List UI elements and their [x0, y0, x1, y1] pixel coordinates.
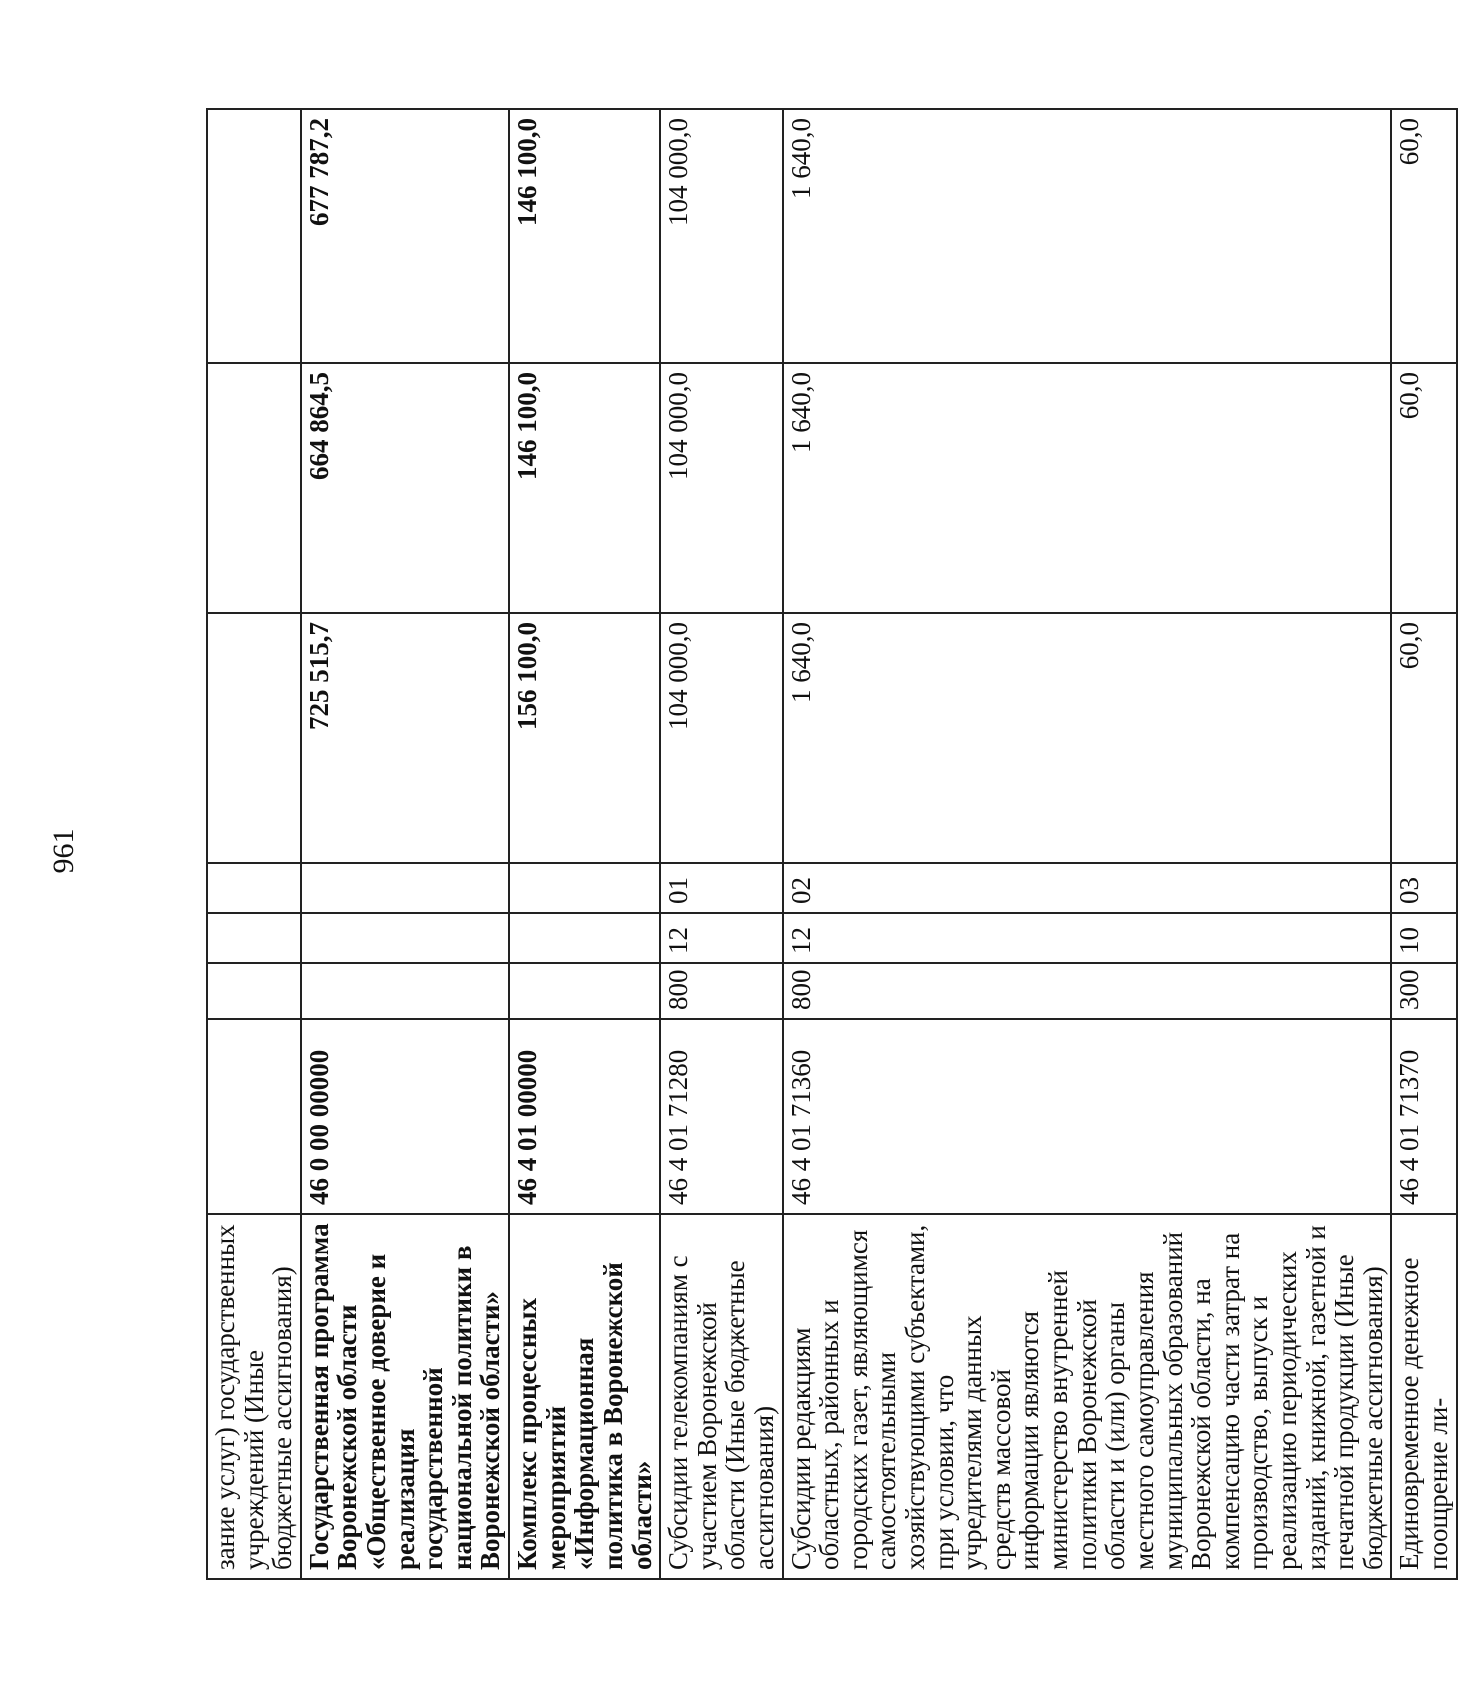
- subsection-code: [301, 863, 509, 913]
- target-article-code: 46 4 01 71370: [1391, 1019, 1456, 1214]
- budget-table: [206, 108, 1458, 1580]
- expense-type-code: 300: [1391, 963, 1456, 1019]
- page-number: 961: [47, 828, 80, 874]
- amount-year-1: 104 000,0: [660, 613, 782, 863]
- amount-year-1: 156 100,0: [509, 613, 660, 863]
- row-name: Комплекс процессных мероприятий «Информационная политика в Воронежской области»: [509, 1214, 660, 1579]
- subsection-code: [509, 863, 660, 913]
- section-code: 12: [783, 913, 1392, 963]
- expense-type-code: 800: [783, 963, 1392, 1019]
- row-name: Субсидии телекомпаниям с участием Воронежской области (Иные бюджетные ассигнования): [660, 1214, 782, 1579]
- amount-year-2: [207, 363, 301, 613]
- expense-type-code: [207, 963, 301, 1019]
- rotated-table-container: [206, 110, 1453, 1580]
- amount-year-3: 104 000,0: [660, 109, 782, 363]
- section-code: [509, 913, 660, 963]
- target-article-code: 46 4 01 00000: [509, 1019, 660, 1214]
- subsection-code: 03: [1391, 863, 1456, 913]
- amount-year-2: 664 864,5: [301, 363, 509, 613]
- expense-type-code: [301, 963, 509, 1019]
- subsection-code: 02: [783, 863, 1392, 913]
- amount-year-2: 146 100,0: [509, 363, 660, 613]
- section-code: 10: [1391, 913, 1456, 963]
- table-body: [207, 109, 1457, 1579]
- row-name: Государственная программа Воронежской области «Общественное доверие и реализация государственной национальной политики в Воронежской области»: [301, 1214, 509, 1579]
- amount-year-1: [207, 613, 301, 863]
- section-code: 12: [660, 913, 782, 963]
- amount-year-3: 677 787,2: [301, 109, 509, 363]
- amount-year-2: 1 640,0: [783, 363, 1392, 613]
- target-article-code: [207, 1019, 301, 1214]
- row-name: Субсидии редакциям областных, районных и городских газет, являющимся самостоятельными хозяйствующими субъектами, при условии, что учредителями данных средств массовой информации являются министерство внутренней политики Воронежской области и (или) органы местного самоуправления муниципальных образований Воронежской области, на компенсацию части затрат на производство, выпуск и реализацию периодических изданий, книжной, газетной и печатной продукции (Иные бюджетные ассигнования): [783, 1214, 1392, 1579]
- amount-year-3: 60,0: [1391, 109, 1456, 363]
- subsection-code: [207, 863, 301, 913]
- amount-year-3: 1 640,0: [783, 109, 1392, 363]
- table-row: [1391, 109, 1456, 1579]
- section-code: [301, 913, 509, 963]
- table-row: [509, 109, 660, 1579]
- row-name: Единовременное денежное поощрение ли-: [1391, 1214, 1456, 1579]
- subsection-code: 01: [660, 863, 782, 913]
- amount-year-3: [207, 109, 301, 363]
- target-article-code: 46 0 00 00000: [301, 1019, 509, 1214]
- table-row: [301, 109, 509, 1579]
- amount-year-2: 60,0: [1391, 363, 1456, 613]
- amount-year-1: 725 515,7: [301, 613, 509, 863]
- amount-year-1: 60,0: [1391, 613, 1456, 863]
- table-row: [783, 109, 1392, 1579]
- table-row: [660, 109, 782, 1579]
- amount-year-1: 1 640,0: [783, 613, 1392, 863]
- expense-type-code: [509, 963, 660, 1019]
- amount-year-3: 146 100,0: [509, 109, 660, 363]
- target-article-code: 46 4 01 71280: [660, 1019, 782, 1214]
- row-name: зание услуг) государственных учреждений (Иные бюджетные ассигнования): [207, 1214, 301, 1579]
- section-code: [207, 913, 301, 963]
- target-article-code: 46 4 01 71360: [783, 1019, 1392, 1214]
- amount-year-2: 104 000,0: [660, 363, 782, 613]
- expense-type-code: 800: [660, 963, 782, 1019]
- table-row: [207, 109, 301, 1579]
